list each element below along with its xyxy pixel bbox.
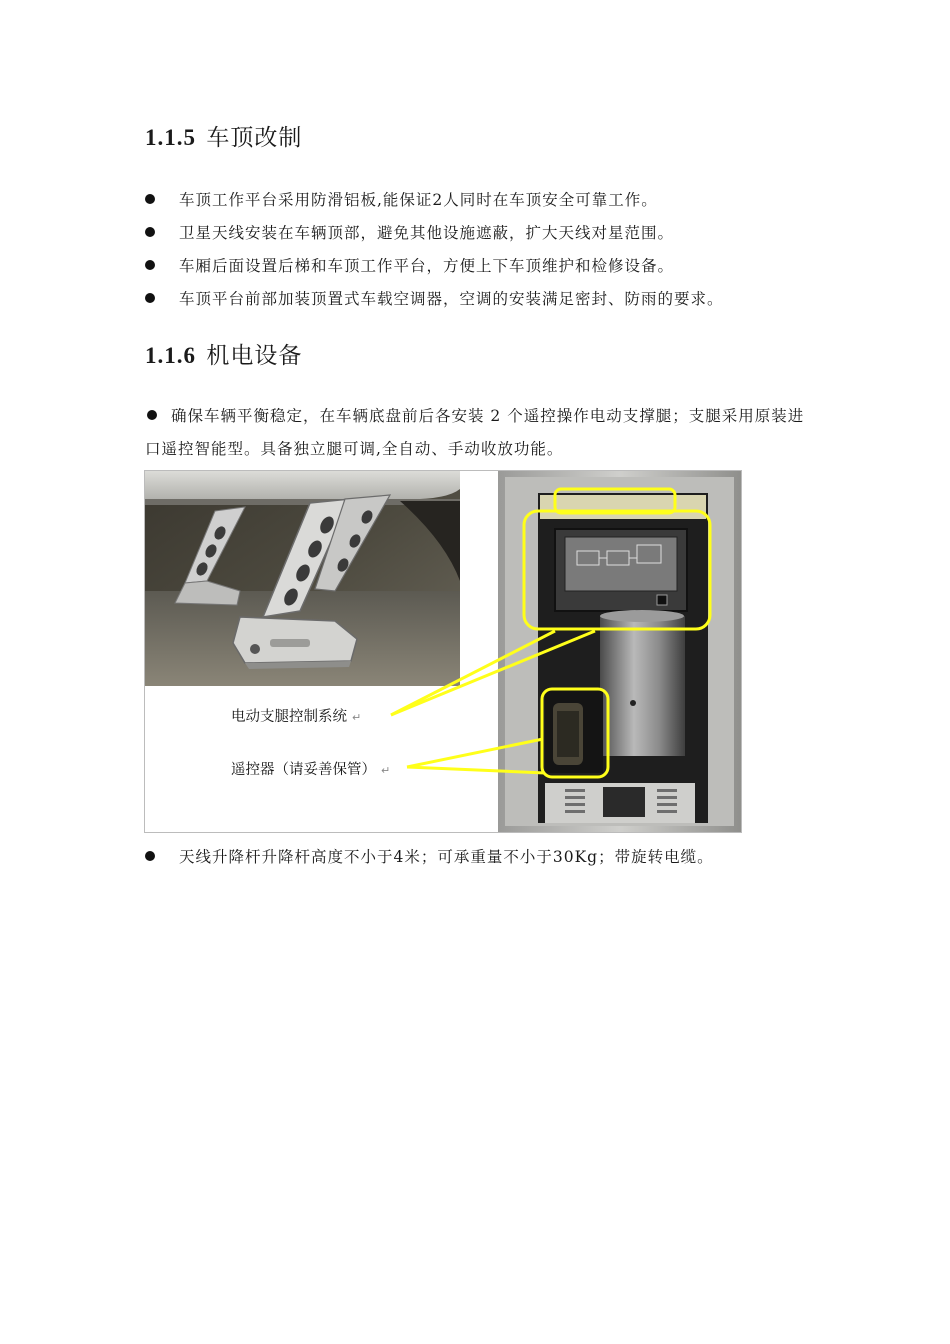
section-number: 1.1.5 xyxy=(145,125,196,150)
list-item-text: 卫星天线安装在车辆顶部，避免其他设施遮蔽，扩大天线对星范围。 xyxy=(179,224,675,242)
list-item-text: 车顶工作平台采用防滑铝板,能保证2人同时在车顶安全可靠工作。 xyxy=(179,191,658,209)
figure-label-control-system: 电动支腿控制系统 ↵ xyxy=(231,709,362,725)
list-item-text: 车厢后面设置后梯和车顶工作平台，方便上下车顶维护和检修设备。 xyxy=(179,257,675,275)
return-mark-icon: ↵ xyxy=(381,764,391,777)
section-heading-1-1-6 xyxy=(145,337,302,370)
bullet-icon xyxy=(147,410,157,420)
list-item xyxy=(145,287,724,309)
paragraph-text: 确保车辆平衡稳定，在车辆底盘前后各安装 2 个遥控操作电动支撑腿；支腿采用原装进口遥控智能型。具备独立腿可调,全自动、手动收放功能。 xyxy=(145,407,805,458)
section-title: 车顶改制 xyxy=(206,125,303,151)
figure-label-remote: 遥控器（请妥善保管） ↵ xyxy=(231,762,391,778)
figure-support-legs xyxy=(144,470,742,833)
list-item-text: 天线升降杆升降杆高度不小于4米；可承重量不小于30Kg；带旋转电缆。 xyxy=(179,848,714,866)
list-item xyxy=(145,221,674,243)
list-item xyxy=(145,845,714,867)
section-number: 1.1.6 xyxy=(145,343,196,368)
list-item xyxy=(145,254,674,276)
paragraph-support-legs xyxy=(145,400,809,466)
bullet-icon xyxy=(145,293,155,303)
support-leg-photo xyxy=(145,471,460,686)
bullet-icon xyxy=(145,194,155,204)
section-heading-1-1-5 xyxy=(145,119,302,152)
bullet-icon xyxy=(145,851,155,861)
list-item-text: 车顶平台前部加装顶置式车载空调器，空调的安装满足密封、防雨的要求。 xyxy=(179,290,724,308)
return-mark-icon: ↵ xyxy=(352,711,362,724)
section-title: 机电设备 xyxy=(206,343,303,369)
bullet-icon xyxy=(145,260,155,270)
list-item xyxy=(145,188,658,210)
bullet-icon xyxy=(145,227,155,237)
control-cabinet-photo xyxy=(498,471,741,832)
